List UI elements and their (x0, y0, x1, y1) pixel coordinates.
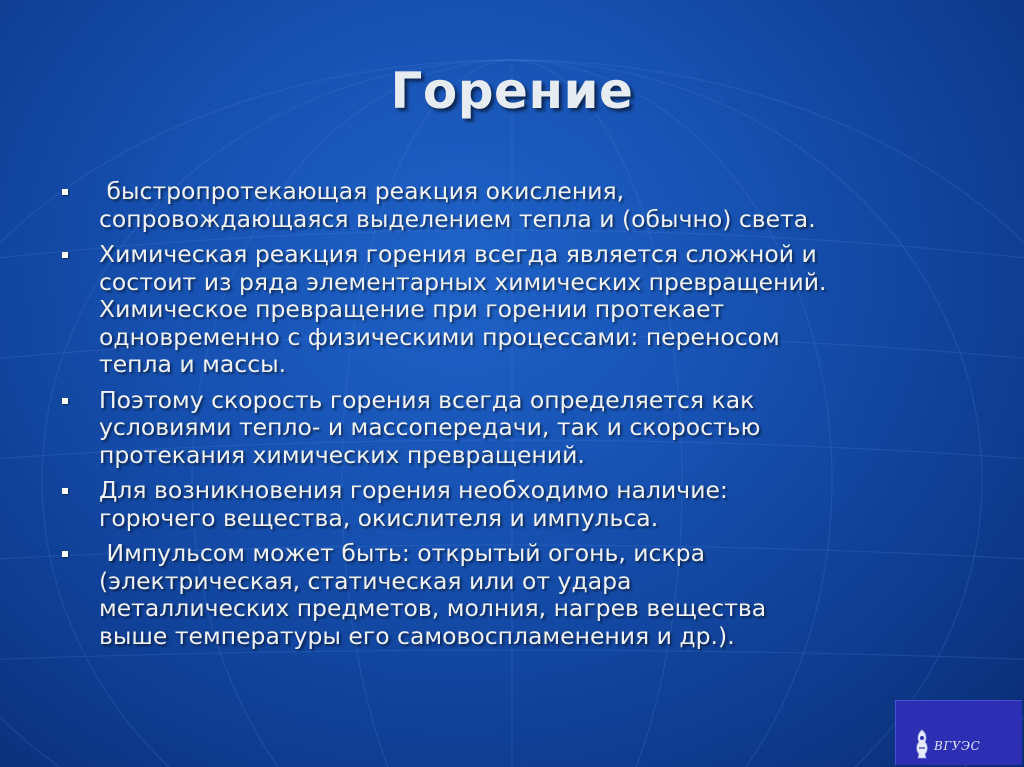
list-item (58, 178, 978, 233)
university-logo (895, 700, 1022, 765)
list-item (58, 241, 978, 379)
bullet-square-icon (62, 398, 68, 404)
bullet-text: быстропротекающая реакция окисления, сопровождающаяся выделением тепла и (обычно) света. (99, 177, 816, 233)
bullet-square-icon (62, 252, 68, 258)
bullet-text: Импульсом может быть: открытый огонь, искра (электрическая, статическая или от удара металлических предметов, молния, нагрев вещества выше температуры его самовоспламенения и др.). (99, 539, 767, 650)
slide-title: Горение (390, 62, 634, 120)
bullet-text: Поэтому скорость горения всегда определяется как условиями тепло- и массопередачи, так и скоростью протекания химических превращений. (99, 385, 761, 469)
logo-text: ВГУЭС (934, 739, 981, 753)
bullet-list (58, 178, 978, 658)
bullet-square-icon (62, 551, 68, 557)
bullet-text: Химическая реакция горения всегда является сложной и состоит из ряда элементарных химических превращений. Химическое превращение при горении протекает одновременно с физическими процессами: переносом тепла и массы. (99, 240, 827, 378)
university-emblem-icon (913, 729, 931, 759)
bullet-square-icon (62, 189, 68, 195)
list-item (58, 540, 978, 650)
list-item (58, 477, 978, 532)
list-item (58, 387, 978, 470)
bullet-square-icon (62, 488, 68, 494)
bullet-text: Для возникновения горения необходимо наличие: горючего вещества, окислителя и импульса. (99, 476, 728, 532)
